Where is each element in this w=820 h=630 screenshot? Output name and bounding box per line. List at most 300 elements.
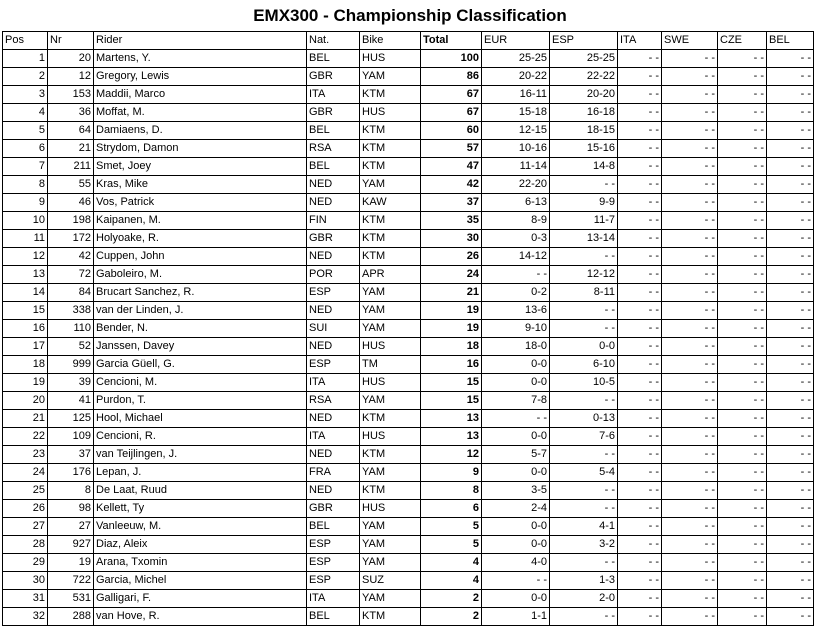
cell-nr: 8 bbox=[48, 482, 94, 500]
cell-pos: 11 bbox=[3, 230, 48, 248]
cell-ita: - - bbox=[618, 482, 662, 500]
cell-swe: - - bbox=[662, 176, 718, 194]
cell-rider: Garcia, Michel bbox=[94, 572, 307, 590]
cell-bel: - - bbox=[767, 140, 814, 158]
cell-eur: 25-25 bbox=[482, 50, 550, 68]
cell-pos: 22 bbox=[3, 428, 48, 446]
cell-esp: - - bbox=[550, 176, 618, 194]
cell-rider: Kaipanen, M. bbox=[94, 212, 307, 230]
cell-nr: 55 bbox=[48, 176, 94, 194]
cell-pos: 10 bbox=[3, 212, 48, 230]
table-row bbox=[3, 392, 814, 410]
cell-swe: - - bbox=[662, 608, 718, 626]
cell-bel: - - bbox=[767, 428, 814, 446]
cell-ita: - - bbox=[618, 590, 662, 608]
cell-rider: Cencioni, R. bbox=[94, 428, 307, 446]
cell-eur: 3-5 bbox=[482, 482, 550, 500]
header-row bbox=[3, 32, 814, 50]
table-row bbox=[3, 176, 814, 194]
table-row bbox=[3, 158, 814, 176]
cell-eur: 1-1 bbox=[482, 608, 550, 626]
cell-pos: 17 bbox=[3, 338, 48, 356]
cell-bel: - - bbox=[767, 284, 814, 302]
cell-ita: - - bbox=[618, 122, 662, 140]
cell-eur: - - bbox=[482, 572, 550, 590]
cell-esp: 1-3 bbox=[550, 572, 618, 590]
cell-bike: HUS bbox=[360, 428, 421, 446]
cell-nr: 36 bbox=[48, 104, 94, 122]
cell-eur: 10-16 bbox=[482, 140, 550, 158]
cell-bike: KTM bbox=[360, 212, 421, 230]
cell-esp: 6-10 bbox=[550, 356, 618, 374]
cell-ita: - - bbox=[618, 158, 662, 176]
cell-bel: - - bbox=[767, 500, 814, 518]
cell-eur: 0-0 bbox=[482, 464, 550, 482]
cell-nat: ITA bbox=[307, 590, 360, 608]
cell-rider: Martens, Y. bbox=[94, 50, 307, 68]
col-bel: BEL bbox=[767, 32, 814, 50]
cell-eur: 13-6 bbox=[482, 302, 550, 320]
table-row bbox=[3, 284, 814, 302]
cell-ita: - - bbox=[618, 572, 662, 590]
cell-bike: YAM bbox=[360, 554, 421, 572]
cell-nat: GBR bbox=[307, 104, 360, 122]
col-rider: Rider bbox=[94, 32, 307, 50]
cell-ita: - - bbox=[618, 68, 662, 86]
cell-nr: 999 bbox=[48, 356, 94, 374]
cell-eur: 0-0 bbox=[482, 590, 550, 608]
cell-nat: ESP bbox=[307, 554, 360, 572]
cell-pos: 2 bbox=[3, 68, 48, 86]
cell-ita: - - bbox=[618, 428, 662, 446]
cell-cze: - - bbox=[718, 428, 767, 446]
cell-rider: Galligari, F. bbox=[94, 590, 307, 608]
cell-nat: BEL bbox=[307, 518, 360, 536]
cell-nr: 46 bbox=[48, 194, 94, 212]
cell-bike: HUS bbox=[360, 104, 421, 122]
cell-pos: 30 bbox=[3, 572, 48, 590]
table-row bbox=[3, 518, 814, 536]
col-nat: Nat. bbox=[307, 32, 360, 50]
cell-cze: - - bbox=[718, 158, 767, 176]
cell-cze: - - bbox=[718, 320, 767, 338]
cell-esp: - - bbox=[550, 320, 618, 338]
cell-bike: YAM bbox=[360, 320, 421, 338]
cell-cze: - - bbox=[718, 554, 767, 572]
cell-cze: - - bbox=[718, 482, 767, 500]
cell-cze: - - bbox=[718, 392, 767, 410]
cell-nr: 27 bbox=[48, 518, 94, 536]
cell-bel: - - bbox=[767, 320, 814, 338]
cell-esp: - - bbox=[550, 608, 618, 626]
cell-bel: - - bbox=[767, 374, 814, 392]
cell-nat: RSA bbox=[307, 392, 360, 410]
cell-nat: ESP bbox=[307, 572, 360, 590]
cell-eur: 11-14 bbox=[482, 158, 550, 176]
table-row bbox=[3, 356, 814, 374]
cell-nat: BEL bbox=[307, 50, 360, 68]
cell-total: 57 bbox=[421, 140, 482, 158]
cell-nr: 52 bbox=[48, 338, 94, 356]
cell-rider: Kellett, Ty bbox=[94, 500, 307, 518]
cell-total: 67 bbox=[421, 86, 482, 104]
cell-swe: - - bbox=[662, 518, 718, 536]
cell-rider: Janssen, Davey bbox=[94, 338, 307, 356]
cell-bike: TM bbox=[360, 356, 421, 374]
cell-total: 18 bbox=[421, 338, 482, 356]
cell-pos: 6 bbox=[3, 140, 48, 158]
cell-eur: 0-0 bbox=[482, 356, 550, 374]
cell-nat: POR bbox=[307, 266, 360, 284]
table-row bbox=[3, 482, 814, 500]
cell-ita: - - bbox=[618, 176, 662, 194]
cell-rider: Cencioni, M. bbox=[94, 374, 307, 392]
cell-esp: 10-5 bbox=[550, 374, 618, 392]
cell-bel: - - bbox=[767, 104, 814, 122]
cell-bel: - - bbox=[767, 356, 814, 374]
cell-bike: KTM bbox=[360, 482, 421, 500]
cell-total: 15 bbox=[421, 374, 482, 392]
table-row bbox=[3, 230, 814, 248]
cell-total: 15 bbox=[421, 392, 482, 410]
cell-rider: Moffat, M. bbox=[94, 104, 307, 122]
cell-cze: - - bbox=[718, 338, 767, 356]
cell-bike: KTM bbox=[360, 446, 421, 464]
cell-esp: 3-2 bbox=[550, 536, 618, 554]
cell-esp: 25-25 bbox=[550, 50, 618, 68]
cell-bike: YAM bbox=[360, 464, 421, 482]
cell-bel: - - bbox=[767, 50, 814, 68]
cell-total: 8 bbox=[421, 482, 482, 500]
col-total: Total bbox=[421, 32, 482, 50]
cell-esp: 11-7 bbox=[550, 212, 618, 230]
cell-nat: BEL bbox=[307, 122, 360, 140]
cell-bike: HUS bbox=[360, 374, 421, 392]
cell-ita: - - bbox=[618, 302, 662, 320]
cell-nr: 109 bbox=[48, 428, 94, 446]
col-cze: CZE bbox=[718, 32, 767, 50]
cell-bel: - - bbox=[767, 482, 814, 500]
cell-bike: YAM bbox=[360, 302, 421, 320]
cell-bel: - - bbox=[767, 392, 814, 410]
cell-nat: RSA bbox=[307, 140, 360, 158]
cell-eur: 14-12 bbox=[482, 248, 550, 266]
cell-bike: YAM bbox=[360, 176, 421, 194]
cell-ita: - - bbox=[618, 536, 662, 554]
cell-cze: - - bbox=[718, 266, 767, 284]
cell-total: 13 bbox=[421, 410, 482, 428]
cell-total: 30 bbox=[421, 230, 482, 248]
cell-nr: 125 bbox=[48, 410, 94, 428]
cell-bel: - - bbox=[767, 446, 814, 464]
cell-nat: FRA bbox=[307, 464, 360, 482]
cell-cze: - - bbox=[718, 68, 767, 86]
table-row bbox=[3, 446, 814, 464]
cell-pos: 25 bbox=[3, 482, 48, 500]
cell-rider: Vanleeuw, M. bbox=[94, 518, 307, 536]
cell-bike: YAM bbox=[360, 392, 421, 410]
cell-eur: 0-0 bbox=[482, 518, 550, 536]
cell-bel: - - bbox=[767, 518, 814, 536]
cell-esp: 15-16 bbox=[550, 140, 618, 158]
cell-pos: 5 bbox=[3, 122, 48, 140]
cell-nat: GBR bbox=[307, 230, 360, 248]
cell-total: 4 bbox=[421, 572, 482, 590]
cell-nr: 37 bbox=[48, 446, 94, 464]
cell-bike: KTM bbox=[360, 140, 421, 158]
cell-cze: - - bbox=[718, 590, 767, 608]
table-row bbox=[3, 464, 814, 482]
cell-bel: - - bbox=[767, 554, 814, 572]
cell-pos: 21 bbox=[3, 410, 48, 428]
cell-esp: 4-1 bbox=[550, 518, 618, 536]
cell-pos: 4 bbox=[3, 104, 48, 122]
cell-esp: - - bbox=[550, 248, 618, 266]
cell-nat: ESP bbox=[307, 356, 360, 374]
cell-nat: ITA bbox=[307, 86, 360, 104]
cell-eur: 18-0 bbox=[482, 338, 550, 356]
cell-eur: 0-3 bbox=[482, 230, 550, 248]
cell-swe: - - bbox=[662, 140, 718, 158]
cell-cze: - - bbox=[718, 356, 767, 374]
cell-bike: KTM bbox=[360, 230, 421, 248]
cell-total: 2 bbox=[421, 608, 482, 626]
cell-pos: 14 bbox=[3, 284, 48, 302]
table-row bbox=[3, 410, 814, 428]
table-row bbox=[3, 122, 814, 140]
cell-rider: Arana, Txomin bbox=[94, 554, 307, 572]
cell-bike: SUZ bbox=[360, 572, 421, 590]
cell-bel: - - bbox=[767, 572, 814, 590]
cell-ita: - - bbox=[618, 446, 662, 464]
cell-ita: - - bbox=[618, 392, 662, 410]
cell-esp: - - bbox=[550, 482, 618, 500]
cell-ita: - - bbox=[618, 194, 662, 212]
cell-rider: Bender, N. bbox=[94, 320, 307, 338]
cell-ita: - - bbox=[618, 464, 662, 482]
cell-bike: YAM bbox=[360, 536, 421, 554]
cell-esp: 14-8 bbox=[550, 158, 618, 176]
cell-total: 12 bbox=[421, 446, 482, 464]
col-pos: Pos bbox=[3, 32, 48, 50]
classification-table bbox=[2, 31, 814, 626]
cell-esp: - - bbox=[550, 446, 618, 464]
cell-swe: - - bbox=[662, 572, 718, 590]
cell-swe: - - bbox=[662, 374, 718, 392]
cell-ita: - - bbox=[618, 266, 662, 284]
cell-rider: Lepan, J. bbox=[94, 464, 307, 482]
table-row bbox=[3, 266, 814, 284]
cell-eur: 20-22 bbox=[482, 68, 550, 86]
table-row bbox=[3, 320, 814, 338]
cell-bel: - - bbox=[767, 266, 814, 284]
cell-total: 100 bbox=[421, 50, 482, 68]
cell-swe: - - bbox=[662, 122, 718, 140]
cell-eur: 22-20 bbox=[482, 176, 550, 194]
cell-bike: YAM bbox=[360, 518, 421, 536]
cell-bel: - - bbox=[767, 410, 814, 428]
cell-ita: - - bbox=[618, 518, 662, 536]
cell-swe: - - bbox=[662, 356, 718, 374]
cell-nat: ESP bbox=[307, 284, 360, 302]
cell-rider: van Teijlingen, J. bbox=[94, 446, 307, 464]
cell-nat: BEL bbox=[307, 158, 360, 176]
cell-swe: - - bbox=[662, 428, 718, 446]
cell-pos: 27 bbox=[3, 518, 48, 536]
col-ita: ITA bbox=[618, 32, 662, 50]
cell-swe: - - bbox=[662, 68, 718, 86]
cell-bike: HUS bbox=[360, 500, 421, 518]
cell-esp: 8-11 bbox=[550, 284, 618, 302]
cell-esp: 18-15 bbox=[550, 122, 618, 140]
cell-nat: NED bbox=[307, 176, 360, 194]
cell-bike: KTM bbox=[360, 248, 421, 266]
cell-pos: 16 bbox=[3, 320, 48, 338]
cell-rider: Purdon, T. bbox=[94, 392, 307, 410]
cell-cze: - - bbox=[718, 518, 767, 536]
cell-bel: - - bbox=[767, 608, 814, 626]
cell-bike: KTM bbox=[360, 158, 421, 176]
cell-pos: 18 bbox=[3, 356, 48, 374]
cell-cze: - - bbox=[718, 194, 767, 212]
cell-rider: van Hove, R. bbox=[94, 608, 307, 626]
cell-bike: YAM bbox=[360, 590, 421, 608]
cell-ita: - - bbox=[618, 338, 662, 356]
table-row bbox=[3, 104, 814, 122]
col-eur: EUR bbox=[482, 32, 550, 50]
cell-swe: - - bbox=[662, 500, 718, 518]
cell-swe: - - bbox=[662, 554, 718, 572]
table-row bbox=[3, 590, 814, 608]
cell-bel: - - bbox=[767, 338, 814, 356]
cell-swe: - - bbox=[662, 194, 718, 212]
cell-ita: - - bbox=[618, 86, 662, 104]
table-row bbox=[3, 428, 814, 446]
cell-pos: 32 bbox=[3, 608, 48, 626]
cell-rider: van der Linden, J. bbox=[94, 302, 307, 320]
cell-total: 9 bbox=[421, 464, 482, 482]
cell-eur: 4-0 bbox=[482, 554, 550, 572]
cell-nr: 198 bbox=[48, 212, 94, 230]
cell-swe: - - bbox=[662, 590, 718, 608]
cell-eur: 0-0 bbox=[482, 536, 550, 554]
cell-rider: Kras, Mike bbox=[94, 176, 307, 194]
cell-ita: - - bbox=[618, 374, 662, 392]
cell-ita: - - bbox=[618, 248, 662, 266]
cell-eur: 6-13 bbox=[482, 194, 550, 212]
cell-bike: KTM bbox=[360, 86, 421, 104]
cell-nat: NED bbox=[307, 482, 360, 500]
cell-swe: - - bbox=[662, 392, 718, 410]
cell-esp: - - bbox=[550, 554, 618, 572]
cell-swe: - - bbox=[662, 86, 718, 104]
cell-pos: 8 bbox=[3, 176, 48, 194]
cell-bike: HUS bbox=[360, 50, 421, 68]
cell-swe: - - bbox=[662, 338, 718, 356]
cell-eur: 2-4 bbox=[482, 500, 550, 518]
cell-nr: 72 bbox=[48, 266, 94, 284]
cell-bike: YAM bbox=[360, 284, 421, 302]
cell-rider: Hool, Michael bbox=[94, 410, 307, 428]
cell-total: 19 bbox=[421, 320, 482, 338]
cell-cze: - - bbox=[718, 302, 767, 320]
cell-esp: 9-9 bbox=[550, 194, 618, 212]
cell-esp: 16-18 bbox=[550, 104, 618, 122]
cell-swe: - - bbox=[662, 266, 718, 284]
cell-nat: BEL bbox=[307, 608, 360, 626]
cell-esp: 22-22 bbox=[550, 68, 618, 86]
cell-cze: - - bbox=[718, 410, 767, 428]
cell-ita: - - bbox=[618, 230, 662, 248]
cell-cze: - - bbox=[718, 446, 767, 464]
cell-cze: - - bbox=[718, 500, 767, 518]
cell-pos: 13 bbox=[3, 266, 48, 284]
table-row bbox=[3, 140, 814, 158]
cell-esp: 0-13 bbox=[550, 410, 618, 428]
cell-pos: 15 bbox=[3, 302, 48, 320]
cell-cze: - - bbox=[718, 230, 767, 248]
cell-nr: 722 bbox=[48, 572, 94, 590]
cell-total: 5 bbox=[421, 536, 482, 554]
table-row bbox=[3, 536, 814, 554]
cell-swe: - - bbox=[662, 284, 718, 302]
cell-cze: - - bbox=[718, 50, 767, 68]
col-bike: Bike bbox=[360, 32, 421, 50]
cell-total: 2 bbox=[421, 590, 482, 608]
cell-eur: - - bbox=[482, 410, 550, 428]
table-row bbox=[3, 194, 814, 212]
cell-eur: - - bbox=[482, 266, 550, 284]
cell-rider: Holyoake, R. bbox=[94, 230, 307, 248]
cell-nat: NED bbox=[307, 446, 360, 464]
cell-bel: - - bbox=[767, 464, 814, 482]
cell-bel: - - bbox=[767, 536, 814, 554]
cell-total: 6 bbox=[421, 500, 482, 518]
cell-swe: - - bbox=[662, 50, 718, 68]
cell-total: 67 bbox=[421, 104, 482, 122]
cell-swe: - - bbox=[662, 248, 718, 266]
cell-esp: - - bbox=[550, 302, 618, 320]
cell-nat: ITA bbox=[307, 374, 360, 392]
cell-rider: Gregory, Lewis bbox=[94, 68, 307, 86]
cell-nat: NED bbox=[307, 410, 360, 428]
cell-nat: SUI bbox=[307, 320, 360, 338]
cell-nr: 84 bbox=[48, 284, 94, 302]
cell-esp: 7-6 bbox=[550, 428, 618, 446]
cell-nat: NED bbox=[307, 194, 360, 212]
cell-total: 21 bbox=[421, 284, 482, 302]
cell-total: 86 bbox=[421, 68, 482, 86]
cell-ita: - - bbox=[618, 554, 662, 572]
cell-total: 13 bbox=[421, 428, 482, 446]
cell-swe: - - bbox=[662, 158, 718, 176]
cell-pos: 23 bbox=[3, 446, 48, 464]
cell-nat: NED bbox=[307, 338, 360, 356]
cell-eur: 9-10 bbox=[482, 320, 550, 338]
cell-nr: 19 bbox=[48, 554, 94, 572]
cell-ita: - - bbox=[618, 50, 662, 68]
cell-total: 60 bbox=[421, 122, 482, 140]
cell-nr: 176 bbox=[48, 464, 94, 482]
cell-nr: 12 bbox=[48, 68, 94, 86]
cell-total: 47 bbox=[421, 158, 482, 176]
cell-nr: 288 bbox=[48, 608, 94, 626]
cell-ita: - - bbox=[618, 410, 662, 428]
cell-esp: - - bbox=[550, 500, 618, 518]
cell-total: 19 bbox=[421, 302, 482, 320]
cell-bel: - - bbox=[767, 590, 814, 608]
page-title: EMX300 - Championship Classification bbox=[253, 6, 567, 25]
